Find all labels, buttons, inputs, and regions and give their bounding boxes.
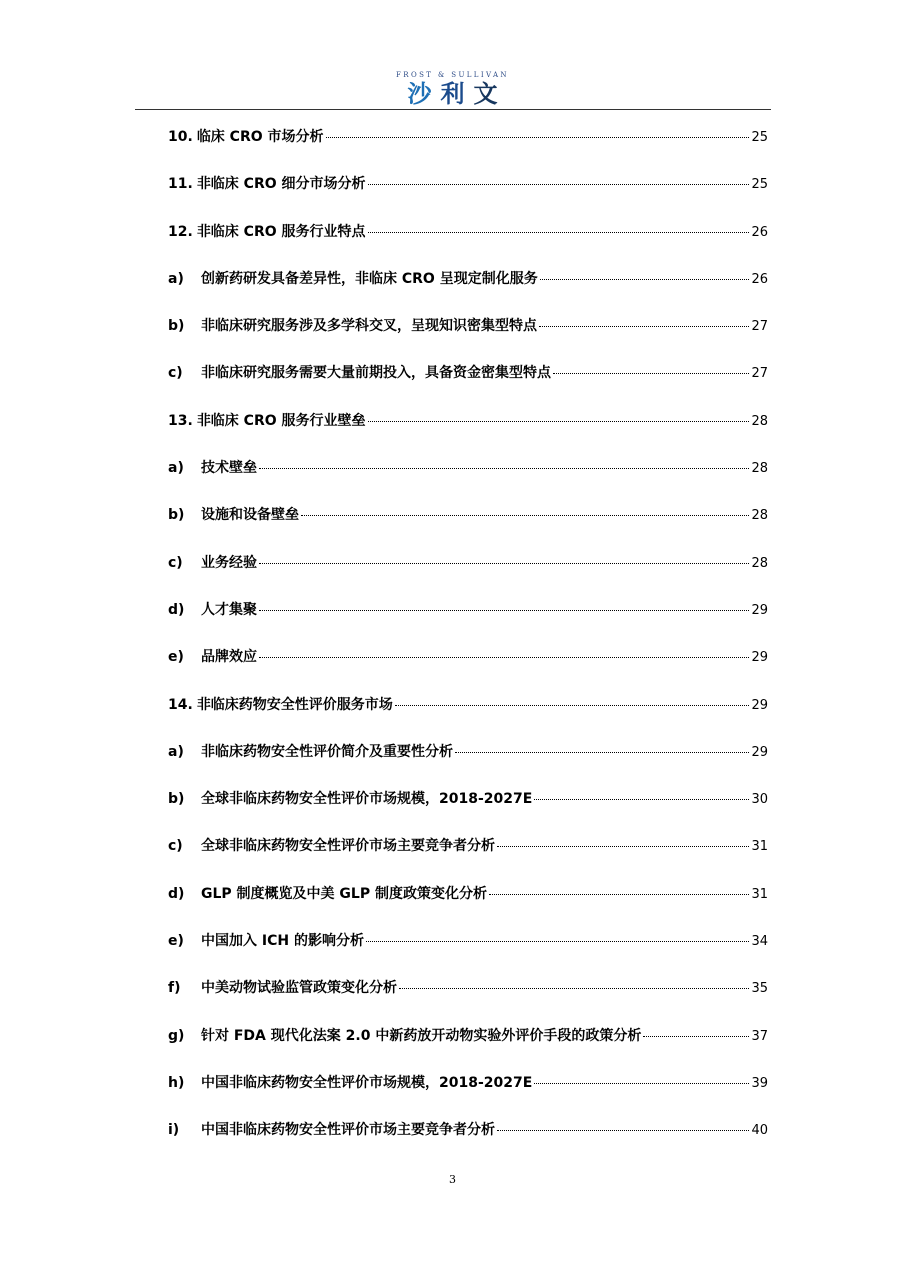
toc-dot-leader (395, 705, 750, 706)
toc-entry-title[interactable]: 非临床 CRO 服务行业特点 (196, 223, 366, 240)
toc-entry-page[interactable]: 25 (751, 177, 768, 193)
toc-entry[interactable] (168, 732, 768, 779)
toc-entry-number: c) (168, 554, 183, 571)
toc-entry[interactable] (168, 590, 768, 637)
toc-dot-leader (534, 799, 749, 800)
toc-entry-page[interactable]: 26 (751, 271, 768, 287)
toc-dot-leader (643, 1036, 749, 1037)
toc-dot-leader (534, 1083, 749, 1084)
toc-entry[interactable] (168, 306, 768, 353)
toc-entry-number: b) (168, 318, 185, 335)
toc-dot-leader (497, 1130, 749, 1131)
toc-entry[interactable] (168, 448, 768, 495)
toc-entry[interactable] (168, 874, 768, 921)
toc-dot-leader (553, 373, 749, 374)
toc-dot-leader (326, 137, 750, 138)
toc-entry-number: a) (168, 270, 184, 287)
toc-entry[interactable] (168, 637, 768, 684)
toc-entry-page[interactable]: 31 (751, 839, 768, 855)
toc-dot-leader (497, 846, 749, 847)
toc-entry[interactable] (168, 164, 768, 211)
toc-dot-leader (399, 988, 749, 989)
toc-entry-number: e) (168, 649, 184, 666)
frost-sullivan-logo (0, 70, 905, 108)
toc-entry[interactable] (168, 401, 768, 448)
toc-entry-number: 13. (168, 412, 193, 429)
toc-entry[interactable] (168, 921, 768, 968)
logo-char-2: 利 (440, 80, 474, 108)
toc-dot-leader (259, 468, 749, 469)
toc-entry[interactable] (168, 212, 768, 259)
toc-entry[interactable] (168, 826, 768, 873)
toc-entry-title[interactable]: 非临床药物安全性评价简介及重要性分析 (201, 743, 453, 760)
toc-entry-page[interactable]: 29 (751, 602, 768, 618)
toc-entry[interactable] (168, 353, 768, 400)
logo-english-name: FROST & SULLIVAN (396, 71, 509, 79)
toc-entry-title[interactable]: 品牌效应 (201, 649, 257, 666)
toc-entry-page[interactable]: 26 (751, 224, 768, 240)
toc-entry-number: c) (168, 838, 183, 855)
logo-char-1: 沙 (407, 80, 441, 108)
toc-entry[interactable] (168, 685, 768, 732)
toc-entry[interactable] (168, 117, 768, 164)
toc-entry-number: f) (168, 980, 181, 997)
toc-entry-number: a) (168, 460, 184, 477)
toc-entry-title[interactable]: 非临床药物安全性评价服务市场 (196, 696, 393, 713)
toc-entry-page[interactable]: 27 (751, 366, 768, 382)
logo-char-3: 文 (473, 80, 507, 108)
toc-entry-page[interactable]: 35 (751, 981, 768, 997)
toc-entry-title[interactable]: 非临床 CRO 服务行业壁垒 (196, 412, 366, 429)
toc-entry-title[interactable]: 非临床研究服务涉及多学科交叉，呈现知识密集型特点 (201, 318, 537, 335)
table-of-contents (168, 117, 768, 1158)
toc-entry-title[interactable]: 创新药研发具备差异性，非临床 CRO 呈现定制化服务 (201, 270, 538, 287)
toc-dot-leader (259, 563, 749, 564)
toc-dot-leader (259, 610, 749, 611)
toc-dot-leader (301, 515, 749, 516)
toc-entry-title[interactable]: 设施和设备壁垒 (201, 507, 299, 524)
toc-entry-number: c) (168, 365, 183, 382)
toc-entry-title[interactable]: 全球非临床药物安全性评价市场规模，2018-2027E (201, 791, 533, 808)
toc-entry-number: e) (168, 933, 184, 950)
toc-entry-title[interactable]: 中国非临床药物安全性评价市场主要竞争者分析 (201, 1122, 495, 1139)
toc-dot-leader (368, 421, 750, 422)
toc-entry-page[interactable]: 27 (751, 319, 768, 335)
toc-entry-title[interactable]: 非临床研究服务需要大量前期投入，具备资金密集型特点 (201, 365, 551, 382)
toc-dot-leader (366, 941, 750, 942)
toc-entry-page[interactable]: 31 (751, 886, 768, 902)
toc-entry-page[interactable]: 28 (751, 508, 768, 524)
toc-entry[interactable] (168, 1063, 768, 1110)
toc-entry-page[interactable]: 29 (751, 744, 768, 760)
toc-entry-page[interactable]: 34 (751, 934, 768, 950)
toc-entry-title[interactable]: 中国加入 ICH 的影响分析 (201, 933, 364, 950)
toc-entry-page[interactable]: 37 (751, 1028, 768, 1044)
toc-entry-number: b) (168, 791, 185, 808)
toc-entry-title[interactable]: 技术壁垒 (201, 460, 257, 477)
toc-entry-title[interactable]: 全球非临床药物安全性评价市场主要竞争者分析 (201, 838, 495, 855)
toc-entry-page[interactable]: 28 (751, 461, 768, 477)
toc-dot-leader (259, 657, 749, 658)
toc-entry-title[interactable]: 业务经验 (201, 554, 257, 571)
toc-dot-leader (489, 894, 749, 895)
toc-entry-title[interactable]: GLP 制度概览及中美 GLP 制度政策变化分析 (201, 885, 487, 902)
page-number: 3 (449, 1173, 456, 1186)
toc-entry-page[interactable]: 28 (751, 555, 768, 571)
header-divider (135, 109, 771, 110)
toc-entry-number: g) (168, 1027, 185, 1044)
toc-entry-number: b) (168, 507, 185, 524)
toc-entry-number: 14. (168, 696, 193, 713)
toc-entry[interactable] (168, 495, 768, 542)
toc-entry-page[interactable]: 29 (751, 697, 768, 713)
toc-entry-page[interactable]: 40 (751, 1123, 768, 1139)
toc-entry-page[interactable]: 28 (751, 413, 768, 429)
toc-entry-number: i) (168, 1122, 180, 1139)
toc-entry[interactable] (168, 543, 768, 590)
toc-entry-title[interactable]: 非临床 CRO 细分市场分析 (196, 176, 366, 193)
toc-entry-title[interactable]: 中国非临床药物安全性评价市场规模，2018-2027E (201, 1074, 533, 1091)
toc-entry-page[interactable]: 25 (751, 130, 768, 145)
toc-entry-page[interactable]: 29 (751, 650, 768, 666)
toc-entry-number: 10. (168, 129, 193, 145)
toc-dot-leader (540, 279, 750, 280)
toc-dot-leader (455, 752, 749, 753)
toc-dot-leader (539, 326, 749, 327)
toc-entry-number: d) (168, 601, 185, 618)
toc-entry-number: d) (168, 885, 185, 902)
toc-entry-number: 11. (168, 176, 193, 193)
toc-entry-number: a) (168, 743, 184, 760)
toc-entry-title[interactable]: 人才集聚 (201, 601, 257, 618)
toc-entry-page[interactable]: 39 (751, 1075, 768, 1091)
toc-entry[interactable] (168, 968, 768, 1015)
logo-chinese-name (9, 80, 905, 108)
toc-entry-number: 12. (168, 223, 193, 240)
toc-dot-leader (368, 232, 750, 233)
toc-entry[interactable] (168, 1016, 768, 1063)
toc-entry[interactable] (168, 779, 768, 826)
toc-entry-title[interactable]: 中美动物试验监管政策变化分析 (201, 980, 397, 997)
toc-entry-number: h) (168, 1074, 185, 1091)
toc-entry[interactable] (168, 1110, 768, 1157)
toc-entry-page[interactable]: 30 (751, 792, 768, 808)
toc-dot-leader (368, 184, 750, 185)
toc-entry-title[interactable]: 临床 CRO 市场分析 (196, 129, 324, 145)
toc-entry-title[interactable]: 针对 FDA 现代化法案 2.0 中新药放开动物实验外评价手段的政策分析 (201, 1027, 642, 1044)
toc-entry[interactable] (168, 259, 768, 306)
